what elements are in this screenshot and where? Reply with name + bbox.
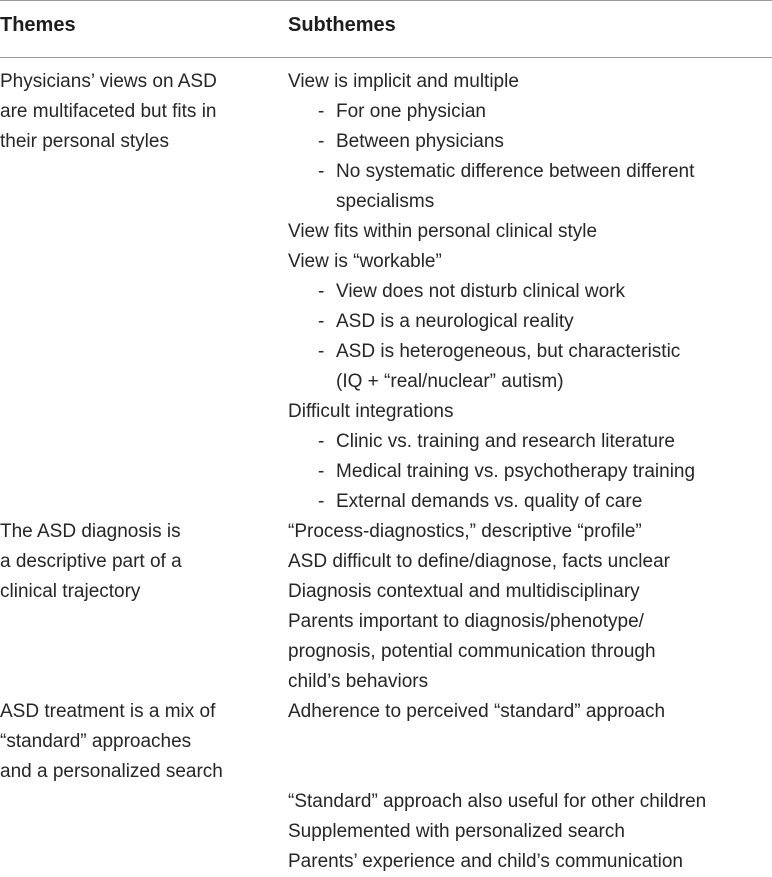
subtheme-item: Difficult integrations bbox=[288, 401, 454, 422]
subtheme-bullet-item bbox=[288, 487, 695, 517]
subtheme-continuation: specialisms bbox=[336, 191, 435, 212]
subtheme-item: prognosis, potential communication through bbox=[288, 641, 656, 662]
subtheme-bullet-text: Medical training vs. psychotherapy training bbox=[336, 461, 696, 482]
theme-line: Physicians’ views on ASD bbox=[0, 71, 217, 92]
subtheme-item bbox=[288, 727, 706, 757]
row-3-theme bbox=[0, 697, 223, 787]
subtheme-bullet-item bbox=[288, 157, 695, 187]
theme-line: their personal styles bbox=[0, 131, 169, 152]
subtheme-bullet-text: ASD is heterogeneous, but characteristic bbox=[336, 341, 681, 362]
theme-line: The ASD diagnosis is bbox=[0, 521, 181, 542]
subtheme-bullet-item bbox=[288, 457, 695, 487]
bullet-dash: - bbox=[318, 341, 325, 362]
row-2-subthemes bbox=[288, 517, 670, 697]
subtheme-item: “Standard” approach also useful for other children bbox=[288, 791, 707, 812]
subtheme-item: “Process-diagnostics,” descriptive “profile” bbox=[288, 521, 642, 542]
bullet-dash: - bbox=[318, 281, 325, 302]
subtheme-bullet-text: External demands vs. quality of care bbox=[336, 491, 643, 512]
subtheme-bullet-item bbox=[288, 427, 695, 457]
bullet-dash: - bbox=[318, 431, 325, 452]
subtheme-item: Supplemented with personalized search bbox=[288, 821, 625, 842]
subtheme-item: Parents’ experience and child’s communication bbox=[288, 851, 683, 872]
subtheme-item: View is “workable” bbox=[288, 251, 442, 272]
row-3-subthemes bbox=[288, 697, 706, 877]
subtheme-bullet-item bbox=[288, 337, 695, 367]
subtheme-item: View is implicit and multiple bbox=[288, 71, 519, 92]
bullet-dash: - bbox=[318, 131, 325, 152]
top-rule bbox=[0, 0, 772, 1]
subtheme-bullet-text: No systematic difference between different bbox=[336, 161, 695, 182]
subtheme-bullet-text: Between physicians bbox=[336, 131, 504, 152]
header-themes: Themes bbox=[0, 14, 76, 36]
theme-line: clinical trajectory bbox=[0, 581, 141, 602]
bullet-dash: - bbox=[318, 461, 325, 482]
subtheme-bullet-item bbox=[288, 97, 695, 127]
bullet-dash: - bbox=[318, 491, 325, 512]
subtheme-bullet-item bbox=[288, 127, 695, 157]
subtheme-item: Diagnosis contextual and multidisciplinary bbox=[288, 581, 640, 602]
theme-line: and a personalized search bbox=[0, 761, 223, 782]
subtheme-item: Parents important to diagnosis/phenotype/ bbox=[288, 611, 644, 632]
subtheme-bullet-text: Clinic vs. training and research literature bbox=[336, 431, 675, 452]
subtheme-bullet-text: View does not disturb clinical work bbox=[336, 281, 626, 302]
theme-line: are multifaceted but fits in bbox=[0, 101, 217, 122]
row-1-subthemes bbox=[288, 67, 695, 517]
subtheme-item: ASD difficult to define/diagnose, facts unclear bbox=[288, 551, 670, 572]
theme-line: a descriptive part of a bbox=[0, 551, 182, 572]
row-1-theme bbox=[0, 67, 217, 157]
header-subthemes: Subthemes bbox=[288, 14, 396, 36]
bullet-dash: - bbox=[318, 161, 325, 182]
bullet-dash: - bbox=[318, 101, 325, 122]
subtheme-bullet-text: ASD is a neurological reality bbox=[336, 311, 574, 332]
subtheme-continuation: (IQ + “real/nuclear” autism) bbox=[336, 371, 564, 392]
subtheme-bullet-item bbox=[288, 307, 695, 337]
subtheme-bullet-item bbox=[288, 277, 695, 307]
subtheme-item: child’s behaviors bbox=[288, 671, 429, 692]
row-2-theme bbox=[0, 517, 182, 607]
bullet-dash: - bbox=[318, 311, 325, 332]
subtheme-item bbox=[288, 757, 706, 787]
subtheme-item: View fits within personal clinical style bbox=[288, 221, 598, 242]
subtheme-item: Adherence to perceived “standard” approach bbox=[288, 701, 666, 722]
header-rule bbox=[0, 57, 772, 58]
subtheme-bullet-text: For one physician bbox=[336, 101, 486, 122]
theme-line: “standard” approaches bbox=[0, 731, 192, 752]
theme-line: ASD treatment is a mix of bbox=[0, 701, 216, 722]
